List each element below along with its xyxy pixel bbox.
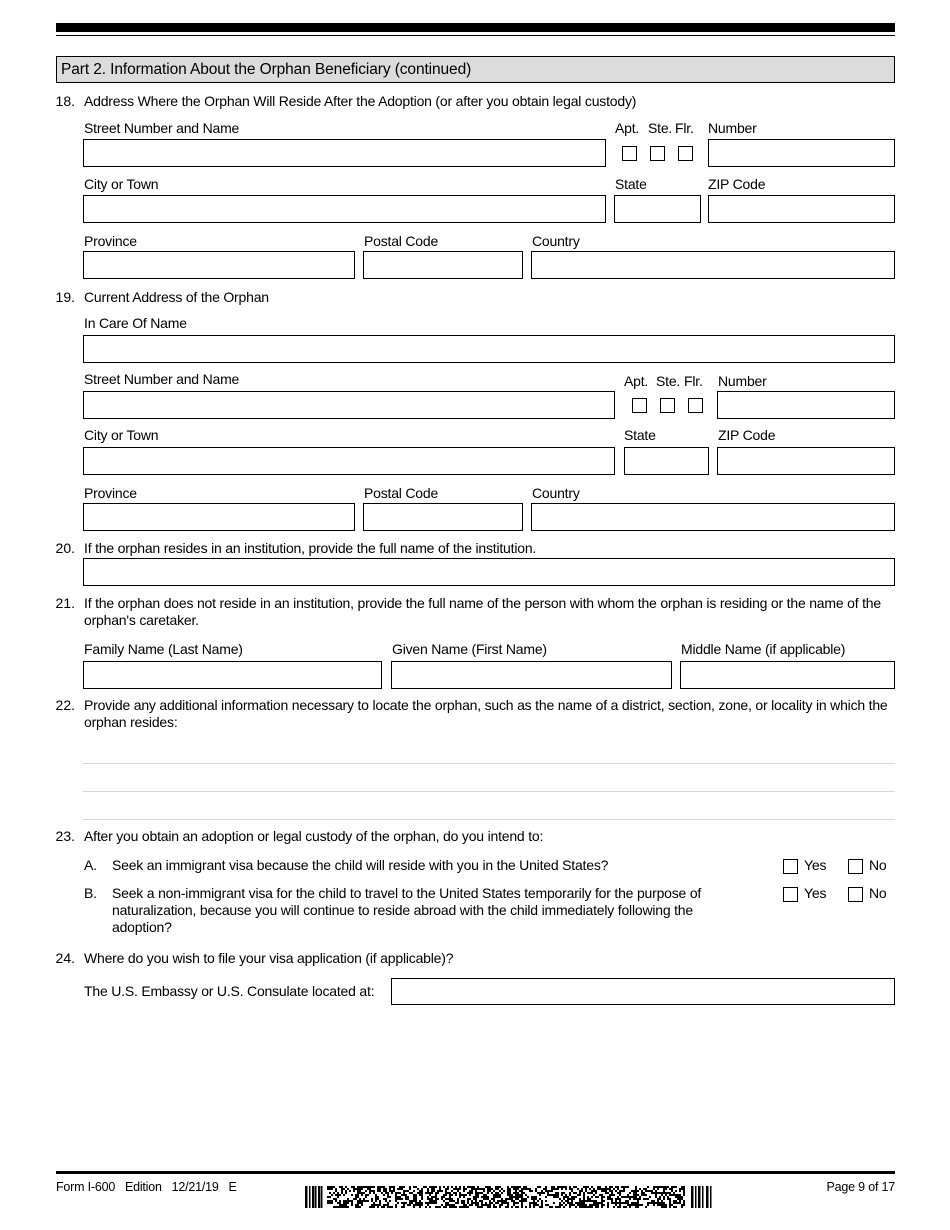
q19-apt-checkbox[interactable]	[632, 398, 647, 413]
q18-state-label: State	[615, 176, 647, 192]
q18-flr-checkbox[interactable]	[678, 146, 693, 161]
q21-number: 21.	[55, 595, 75, 611]
q19-country-label: Country	[532, 485, 580, 501]
q19-city-label: City or Town	[84, 427, 159, 443]
q22-answer-line-1[interactable]	[83, 763, 895, 764]
q23-a-no-checkbox[interactable]	[848, 859, 863, 874]
q19-apt-label: Apt.	[624, 373, 649, 389]
q24-embassy-label: The U.S. Embassy or U.S. Consulate located at:	[84, 983, 375, 999]
q23-b-no-label: No	[869, 885, 887, 901]
part-header-title: Part 2. Information About the Orphan Beneficiary (continued)	[61, 61, 472, 78]
q21-middle-input[interactable]	[680, 661, 895, 689]
top-thin-rule	[56, 35, 895, 36]
q19-province-label: Province	[84, 485, 137, 501]
q23-b-no-checkbox[interactable]	[848, 887, 863, 902]
q24-embassy-input[interactable]	[391, 978, 895, 1005]
q21-text: If the orphan does not reside in an institution, provide the full name of the person with whom the orphan is residing or the name of the orphan's caretaker.	[84, 595, 881, 628]
q19-number-input[interactable]	[717, 391, 895, 419]
barcode-image	[305, 1186, 713, 1208]
q18-apt-checkbox[interactable]	[622, 146, 637, 161]
q21-family-input[interactable]	[83, 661, 382, 689]
q23-b-text: Seek a non-immigrant visa for the child to travel to the United States temporarily for the purpose of naturalization, because you will continue to reside abroad with the child immediately following the adoption?	[112, 885, 702, 935]
q19-street-input[interactable]	[83, 391, 615, 419]
q18-country-input[interactable]	[531, 251, 895, 279]
q18-apt-label: Apt.	[615, 120, 640, 136]
q20-text: If the orphan resides in an institution, provide the full name of the institution.	[84, 540, 537, 556]
q18-postal-label: Postal Code	[364, 233, 439, 249]
q19-flr-label: Flr.	[684, 373, 703, 389]
q18-province-input[interactable]	[83, 251, 355, 279]
q23-a-yes-label: Yes	[804, 857, 827, 873]
q18-city-input[interactable]	[83, 195, 606, 223]
q21-family-label: Family Name (Last Name)	[84, 641, 243, 657]
q19-province-input[interactable]	[83, 503, 355, 531]
q20-number: 20.	[55, 540, 75, 556]
q19-country-input[interactable]	[531, 503, 895, 531]
q18-street-input[interactable]	[83, 139, 606, 167]
q23-number: 23.	[55, 828, 75, 844]
q18-text: Address Where the Orphan Will Reside After the Adoption (or after you obtain legal custody)	[84, 93, 637, 109]
q19-zip-input[interactable]	[717, 447, 895, 475]
q23-text: After you obtain an adoption or legal custody of the orphan, do you intend to:	[84, 828, 544, 844]
q22-answer-line-2[interactable]	[83, 791, 895, 792]
q18-province-label: Province	[84, 233, 137, 249]
q22-text: Provide any additional information necessary to locate the orphan, such as the name of a district, section, zone, or locality in which the orphan resides:	[84, 697, 888, 730]
q24-text: Where do you wish to file your visa application (if applicable)?	[84, 950, 454, 966]
q19-city-input[interactable]	[83, 447, 615, 475]
q23-a-letter: A.	[84, 857, 97, 873]
q19-number: 19.	[55, 289, 75, 305]
q18-number-label: Number	[708, 120, 757, 136]
part-header	[56, 56, 895, 83]
q21-given-label: Given Name (First Name)	[392, 641, 547, 657]
q19-text: Current Address of the Orphan	[84, 289, 269, 305]
footer-rule	[56, 1171, 895, 1174]
footer-form-id: Form I-600 Edition 12/21/19 E	[56, 1180, 237, 1194]
q18-zip-label: ZIP Code	[708, 176, 766, 192]
q21-middle-label: Middle Name (if applicable)	[681, 641, 846, 657]
q22-number: 22.	[55, 697, 75, 713]
q18-number-input[interactable]	[708, 139, 895, 167]
q19-state-label: State	[624, 427, 656, 443]
q19-state-input[interactable]	[624, 447, 709, 475]
q19-zip-label: ZIP Code	[718, 427, 776, 443]
q20-institution-input[interactable]	[83, 558, 895, 586]
q18-flr-label: Flr.	[675, 120, 694, 136]
top-thick-rule	[56, 23, 895, 32]
q19-care-of-input[interactable]	[83, 335, 895, 363]
footer-page-number: Page 9 of 17	[826, 1180, 895, 1194]
q18-number: 18.	[55, 93, 75, 109]
q22-answer-line-3[interactable]	[83, 819, 895, 820]
q23-a-no-label: No	[869, 857, 887, 873]
q19-flr-checkbox[interactable]	[688, 398, 703, 413]
q24-number: 24.	[55, 950, 75, 966]
q19-ste-label: Ste.	[656, 373, 681, 389]
q18-zip-input[interactable]	[708, 195, 895, 223]
q18-postal-input[interactable]	[363, 251, 523, 279]
q23-a-text: Seek an immigrant visa because the child will reside with you in the United States?	[112, 857, 609, 873]
q21-given-input[interactable]	[391, 661, 672, 689]
q18-state-input[interactable]	[614, 195, 701, 223]
q18-city-label: City or Town	[84, 176, 159, 192]
q18-ste-checkbox[interactable]	[650, 146, 665, 161]
q19-number-label: Number	[718, 373, 767, 389]
q19-postal-label: Postal Code	[364, 485, 439, 501]
q18-street-label: Street Number and Name	[84, 120, 240, 136]
q23-a-yes-checkbox[interactable]	[783, 859, 798, 874]
q18-ste-label: Ste.	[648, 120, 673, 136]
q19-care-of-label: In Care Of Name	[84, 315, 187, 331]
q19-postal-input[interactable]	[363, 503, 523, 531]
q23-b-yes-checkbox[interactable]	[783, 887, 798, 902]
q23-b-yes-label: Yes	[804, 885, 827, 901]
q23-b-letter: B.	[84, 885, 97, 901]
q18-country-label: Country	[532, 233, 580, 249]
q19-street-label: Street Number and Name	[84, 371, 240, 387]
q19-ste-checkbox[interactable]	[660, 398, 675, 413]
